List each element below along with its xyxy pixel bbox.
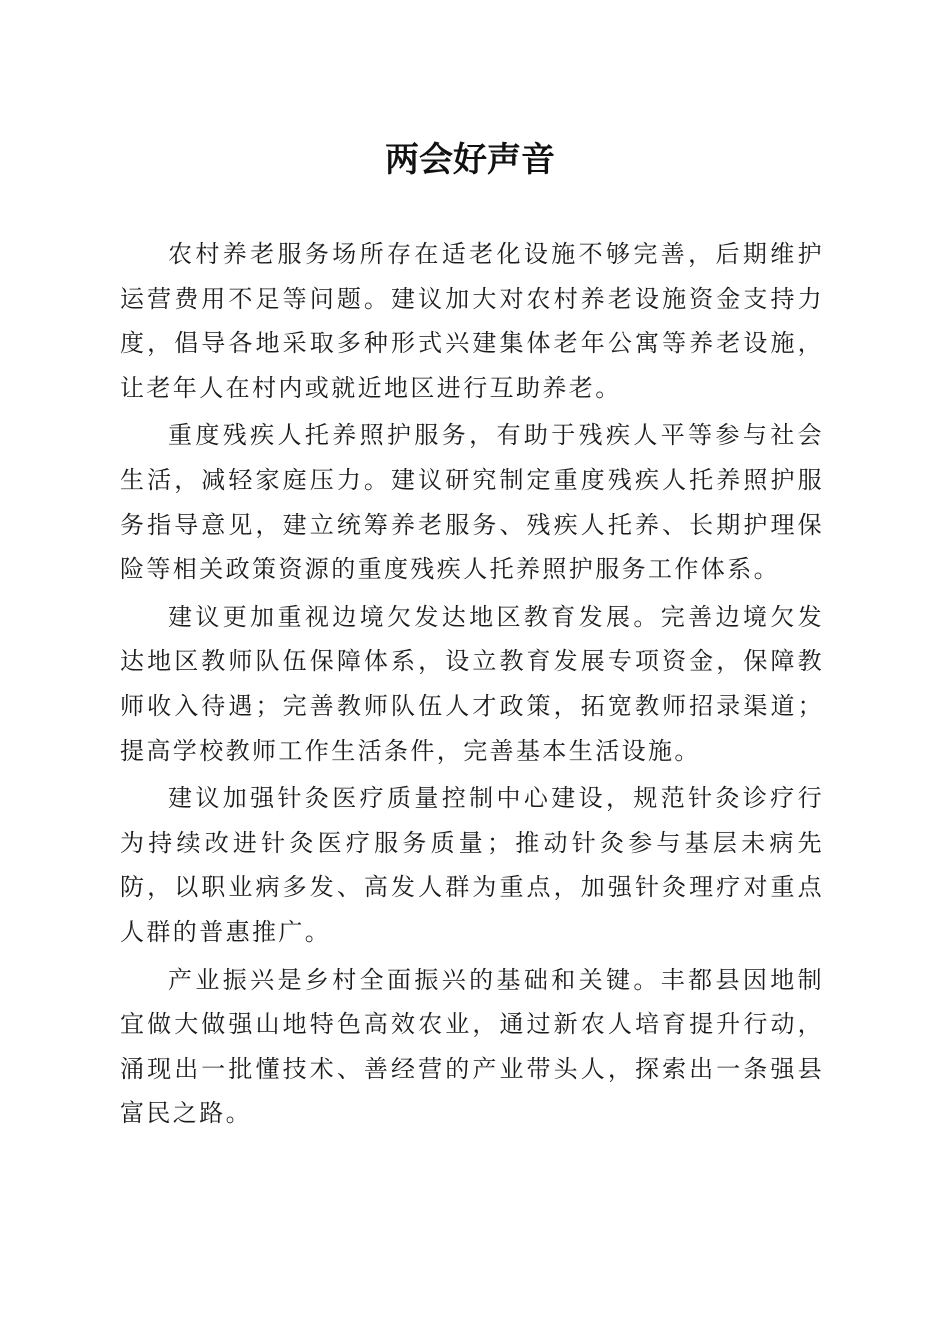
paragraph-acupuncture: 建议加强针灸医疗质量控制中心建设，规范针灸诊疗行为持续改进针灸医疗服务质量；推动针灸参与基层未病先防，以职业病多发、高发人群为重点，加强针灸理疗对重点人群的普惠推广。 xyxy=(120,784,824,946)
paragraph-rural-elderly-care: 农村养老服务场所存在适老化设施不够完善，后期维护运营费用不足等问题。建议加大对农村养老设施资金支持力度，倡导各地采取多种形式兴建集体老年公寓等养老设施，让老年人在村内或就近地区进行互助养老。 xyxy=(120,240,824,402)
paragraph-disabled-care: 重度残疾人托养照护服务，有助于残疾人平等参与社会生活，减轻家庭压力。建议研究制定重度残疾人托养照护服务指导意见，建立统筹养老服务、残疾人托养、长期护理保险等相关政策资源的重度残疾人托养照护服务工作体系。 xyxy=(120,421,824,584)
paragraph-border-education: 建议更加重视边境欠发达地区教育发展。完善边境欠发达地区教师队伍保障体系，设立教育发展专项资金，保障教师收入待遇；完善教师队伍人才政策，拓宽教师招录渠道；提高学校教师工作生活条件，完善基本生活设施。 xyxy=(120,602,824,765)
document-body xyxy=(120,232,824,1139)
paragraph-rural-industry: 产业振兴是乡村全面振兴的基础和关键。丰都县因地制宜做大做强山地特色高效农业，通过新农人培育提升行动，涌现出一批懂技术、善经营的产业带头人，探索出一条强县富民之路。 xyxy=(120,965,824,1128)
page-title: 两会好声音 xyxy=(385,140,555,180)
